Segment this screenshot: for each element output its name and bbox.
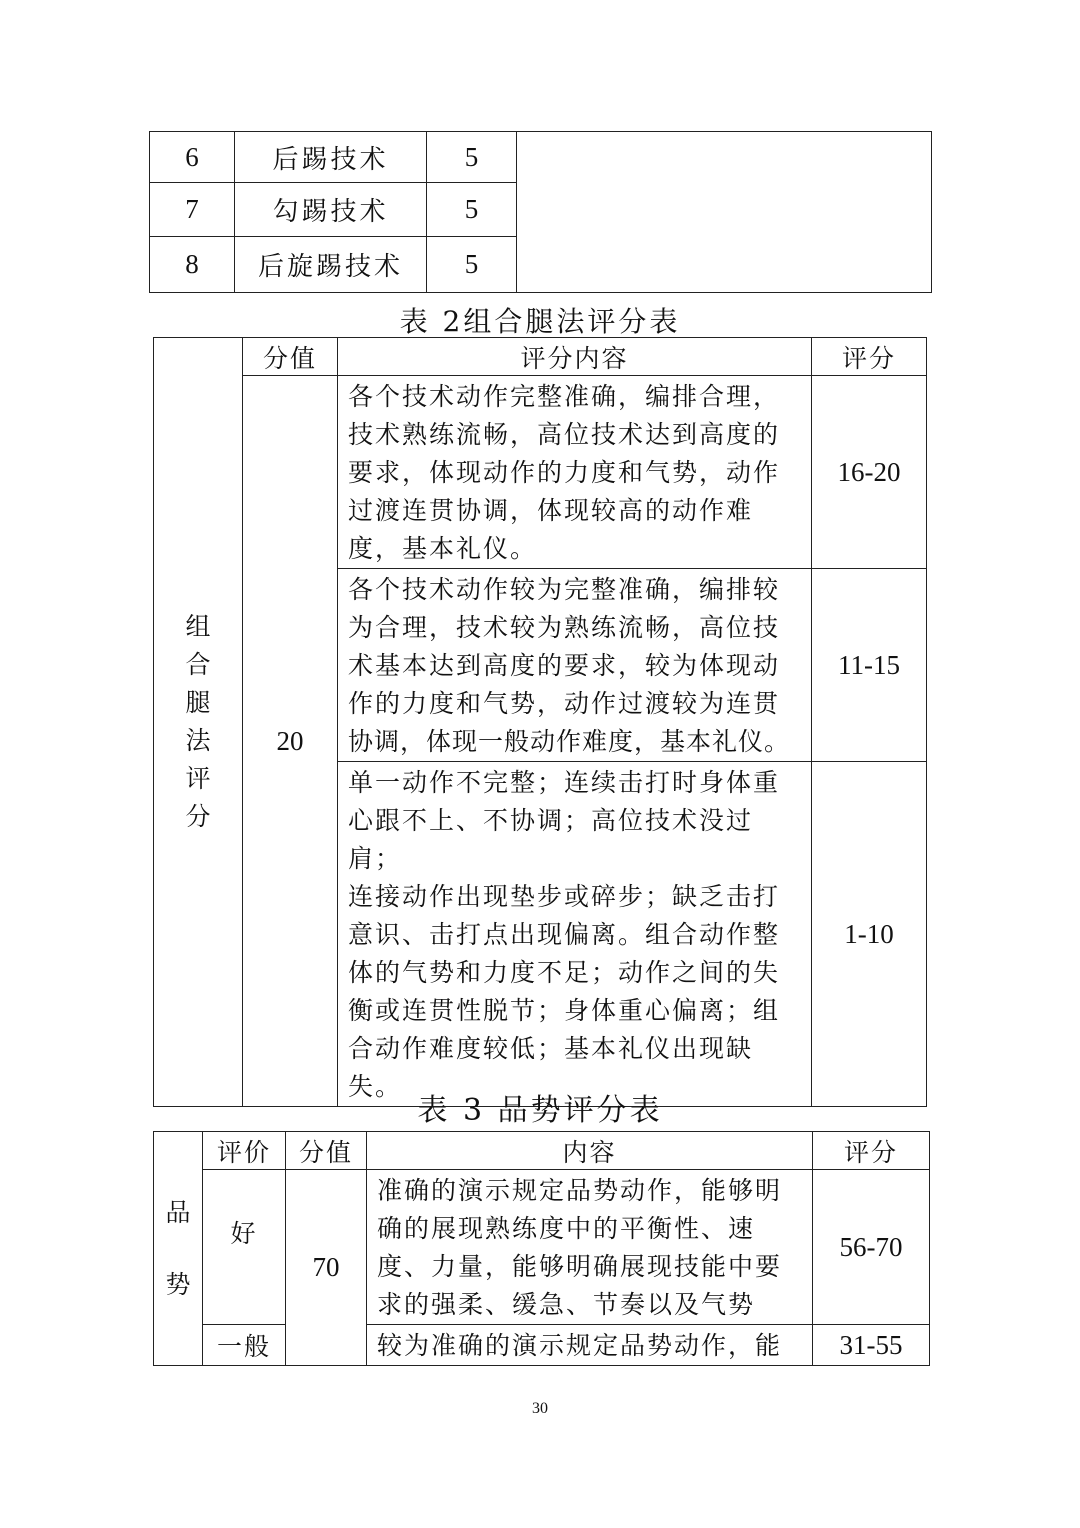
category-label: 品 势 xyxy=(154,1132,203,1366)
header-value: 分值 xyxy=(243,338,338,376)
category-label: 组 合 腿 法 评 分 xyxy=(154,338,243,1107)
score-range: 56-70 xyxy=(813,1170,930,1325)
score-value: 5 xyxy=(427,132,517,183)
total-value: 20 xyxy=(243,376,338,1107)
header-score: 评分 xyxy=(812,338,927,376)
table-row xyxy=(150,132,932,183)
table-combo-kick-scoring xyxy=(153,337,927,1107)
score-range: 1-10 xyxy=(812,762,927,1107)
row-number: 6 xyxy=(150,132,235,183)
technique-name: 勾踢技术 xyxy=(235,183,427,237)
table-row xyxy=(154,376,927,569)
criteria-description: 单一动作不完整；连续击打时身体重 心跟不上、不协调；高位技术没过肩； 连接动作出现垫步或碎步；缺乏击打 意识、击打点出现偏离。组合动作整 体的气势和力度不足；动作之间的失 衡或连贯性脱节；身体重心偏离；组 合动作难度较低；基本礼仪出现缺 失。 xyxy=(338,762,812,1107)
score-value: 5 xyxy=(427,237,517,293)
page-number: 30 xyxy=(532,1400,548,1417)
table3-caption: 表 3 品势评分表 xyxy=(417,1093,663,1128)
header-eval: 评价 xyxy=(203,1132,286,1170)
header-content: 评分内容 xyxy=(338,338,812,376)
score-value: 5 xyxy=(427,183,517,237)
criteria-description: 较为准确的演示规定品势动作，能 xyxy=(367,1325,813,1366)
header-value: 分值 xyxy=(286,1132,367,1170)
table-row xyxy=(154,1325,930,1366)
criteria-description: 各个技术动作较为完整准确，编排较 为合理，技术较为熟练流畅，高位技 术基本达到高度的要求，较为体现动 作的力度和气势，动作过渡较为连贯 协调，体现一般动作难度，基本礼仪。 xyxy=(338,569,812,762)
eval-level: 好 xyxy=(203,1170,286,1325)
score-range: 16-20 xyxy=(812,376,927,569)
criteria-description: 各个技术动作完整准确，编排合理， 技术熟练流畅，高位技术达到高度的 要求，体现动作的力度和气势，动作 过渡连贯协调，体现较高的动作难 度，基本礼仪。 xyxy=(338,376,812,569)
row-number: 7 xyxy=(150,183,235,237)
table-row xyxy=(154,1170,930,1325)
empty-cell xyxy=(517,132,932,293)
header-content: 内容 xyxy=(367,1132,813,1170)
row-number: 8 xyxy=(150,237,235,293)
score-range: 31-55 xyxy=(813,1325,930,1366)
technique-name: 后旋踢技术 xyxy=(235,237,427,293)
table2-caption: 表 2组合腿法评分表 xyxy=(399,305,681,338)
header-score: 评分 xyxy=(813,1132,930,1170)
criteria-description: 准确的演示规定品势动作，能够明 确的展现熟练度中的平衡性、速 度、力量，能够明确展现技能中要 求的强柔、缓急、节奏以及气势 xyxy=(367,1170,813,1325)
table-header-row xyxy=(154,1132,930,1170)
table-header-row xyxy=(154,338,927,376)
table-technique-scores xyxy=(149,131,932,293)
technique-name: 后踢技术 xyxy=(235,132,427,183)
score-range: 11-15 xyxy=(812,569,927,762)
table-poomsae-scoring xyxy=(153,1131,930,1366)
total-value: 70 xyxy=(286,1170,367,1366)
eval-level: 一般 xyxy=(203,1325,286,1366)
